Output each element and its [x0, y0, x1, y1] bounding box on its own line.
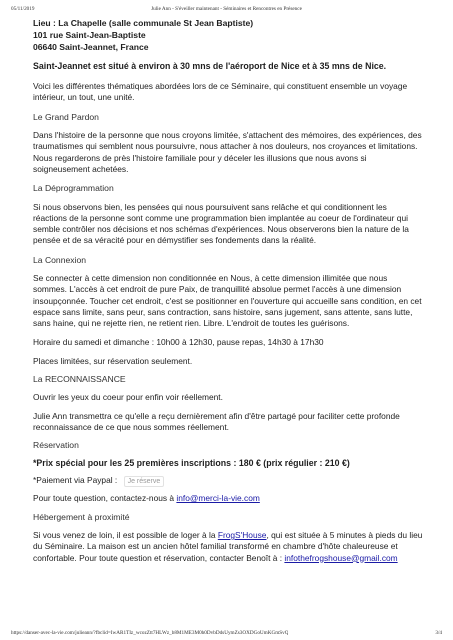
- print-title: Julie Ann - S'éveiller maintenant - Séminaires et Rencontres en Présence: [151, 6, 302, 12]
- lodging-email-link[interactable]: infothefrogshouse@gmail.com: [284, 552, 398, 563]
- contact-row: [33, 493, 423, 504]
- contact-text: Pour toute question, contactez-nous à: [33, 493, 177, 504]
- section-heading-hebergement: Hébergement à proximité: [33, 511, 130, 522]
- access-info: Saint-Jeannet est situé à environ à 30 mns de l'aéroport de Nice et à 35 mns de Nice.: [33, 61, 387, 72]
- print-url: https://danser-avec-la-vie.com/julieann/?fbclid=IwAR1TIz_wcozZtt7HLWz_b8M1ME3M0h0DvbDdsUymZs3OXDGoUmKGmSvQ: [11, 630, 289, 636]
- section-text-grand-pardon: Dans l'histoire de la personne que nous croyons limitée, s'attachent des mémoires, des expériences, des traumatismes qui semblent nous poursuivre, nous attacher à nos douleurs, nos croyances et limitations. Nous regarderons de près l'histoire familiale pour y déceler les illusions que nous avons si soigneusement achetées.: [33, 130, 422, 174]
- location-line-3: 06640 Saint-Jeannet, France: [33, 41, 149, 52]
- page-content: [33, 18, 423, 564]
- paypal-row: [33, 475, 423, 487]
- print-footer: [11, 630, 442, 636]
- contact-email-link[interactable]: info@merci-la-vie.com: [176, 493, 260, 504]
- intro-text: Voici les différentes thématiques abordées lors de ce Séminaire, qui constituent ensemble un voyage intérieur, un tout, une unité.: [33, 81, 408, 103]
- lodging-text-end: , qui est située à 5 minutes à pieds du lieu du Séminaire. La maison est un ancien hôtel familial transformé en chambre d'hôte chaleureuse et confortable. Pour toute question et réservation, contacter Benoît à :: [33, 530, 423, 563]
- paypal-reserve-button[interactable]: Je réserve: [124, 476, 165, 487]
- lodging-text: [33, 530, 423, 564]
- section-text-deprogrammation: Si nous observons bien, les pensées qui nous poursuivent sans relâche et qui conditionnent les réactions de la personne sont comme une programmation bien implantée au coeur de l'ordinateur qui semble contrôler nos décisions et nos schémas d'expériences. Nous observerons bien la nature de la pensée et de sa véracité pour en démystifier ses fondements dans la réalité.: [33, 201, 409, 246]
- frogshouse-link[interactable]: FrogS'House: [217, 530, 267, 540]
- paypal-label: *Paiement via Paypal :: [33, 475, 118, 486]
- print-date: 05/11/2019: [11, 6, 35, 12]
- section-heading-grand-pardon: Le Grand Pardon: [33, 111, 99, 122]
- lodging-text-start: Si vous venez de loin, il est possible de loger à la: [33, 530, 218, 540]
- section-heading-reconnaissance: La RECONNAISSANCE: [33, 374, 126, 385]
- section-heading-reservation: Réservation: [33, 440, 79, 451]
- places-text: Places limitées, sur réservation seulement.: [33, 355, 193, 366]
- section-heading-connexion: La Connexion: [33, 254, 87, 265]
- section-heading-deprogrammation: La Déprogrammation: [33, 183, 114, 194]
- location-line-1: Lieu : La Chapelle (salle communale St Jean Baptiste): [33, 18, 254, 28]
- print-header: [11, 6, 442, 12]
- schedule-text: Horaire du samedi et dimanche : 10h00 à 12h30, pause repas, 14h30 à 17h30: [33, 336, 324, 347]
- location-line-2: 101 rue Saint-Jean-Baptiste: [33, 29, 146, 40]
- reconnaissance-text-1: Ouvrir les yeux du coeur pour enfin voir réellement.: [33, 392, 223, 403]
- price-text: *Prix spécial pour les 25 premières inscriptions : 180 € (prix régulier : 210 €): [33, 457, 350, 468]
- section-text-connexion: Se connecter à cette dimension non conditionnée en Nous, à cette dimension illimitée que nous sommes. L'accès à cet endroit de pure Paix, de tranquillité absolue permet l'accès à une dimension insoupçonnée. Toucher cet endroit, c'est se positionner en l'ouverture qui accueille sans condition, en cet espace sans limite, sans peur, sans contraction, sans histoire, sans jugement, sans attente, sans lutte, sans haine, qui ne rejette rien, ne retient rien. Libre. L'endroit de toutes les guérisons.: [33, 273, 422, 329]
- page-number: 3/4: [435, 630, 442, 636]
- reconnaissance-text-2: Julie Ann transmettra ce qu'elle a reçu dernièrement afin d'être partagé pour faciliter cette profonde reconnaissance de ce que nous sommes réellement.: [33, 410, 400, 433]
